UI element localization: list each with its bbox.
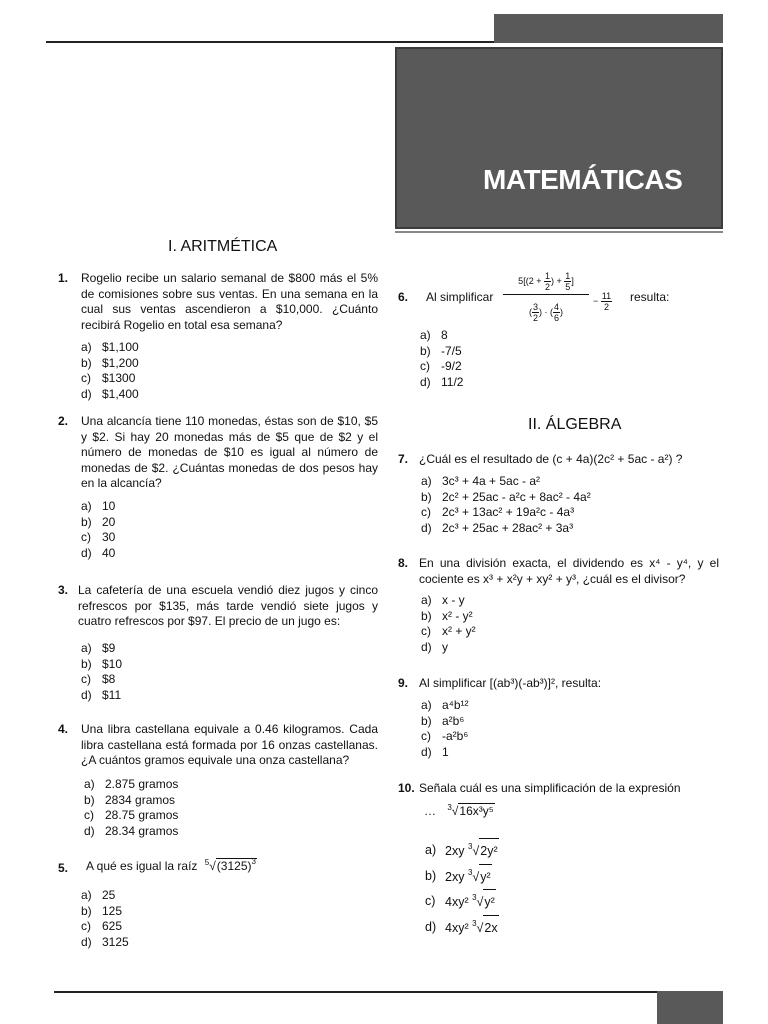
q6-46-num: 4 [554,302,560,312]
option-value: -a²b⁶ [442,729,469,744]
option-letter: a) [421,474,432,488]
option-letter: a) [425,843,437,857]
option-letter: a) [420,328,431,342]
q9-number: 9. [398,676,409,690]
option-letter: c) [84,808,94,823]
option-value: 2c³ + 25ac + 28ac² + 3a³ [442,520,574,535]
q6-numerator: 5[(2 + $\frac{1}{2}$ ) + $\frac{1}{5}$ ] [503,271,589,295]
q8-text: En una división exacta, el dividendo es x⁴ - y⁴, y el cociente es x³ + x²y + xy² + y³, ¿cuál es el divisor? [419,556,719,586]
option-value: 28.75 gramos [105,808,179,823]
option-letter: d) [425,919,437,934]
option-letter: d) [420,374,431,389]
option-value: y [442,639,448,654]
option-value: 11/2 [441,374,464,389]
option-letter: c) [421,729,431,744]
q6-frac-half [544,271,551,292]
q6-denominator: ( $\frac{3}{2}$ ) · ( $\frac{4}{6}$ ) [528,302,564,323]
option[interactable] [421,609,476,625]
option-value: 2c³ + 13ac² + 19a²c - 4a³ [442,505,575,520]
q7-options [421,474,591,536]
option-value: 2xy $^3$√2y² [445,838,499,864]
option[interactable] [421,698,469,714]
option-letter: b) [84,792,95,807]
option-value: 2.875 gramos [105,777,179,791]
option[interactable] [421,505,591,521]
q5-options [81,888,129,950]
option-value: x - y [442,593,465,607]
option-radical-index: 3 [472,918,477,928]
option-value: 30 [102,530,116,545]
option[interactable] [81,904,129,920]
option[interactable] [425,864,499,890]
q1-options [81,340,139,402]
q6-minus-term [593,291,612,312]
option[interactable] [425,915,499,941]
q3-number: 3. [58,583,69,597]
option-value: 1 [442,744,449,759]
option[interactable] [420,328,463,344]
option[interactable] [81,356,139,372]
option-letter: b) [421,489,432,504]
option-value: a²b⁶ [442,713,465,728]
q6-46-den: 6 [554,313,560,323]
option-letter: b) [421,608,432,623]
option-radical-index: 3 [472,893,477,902]
radical-sign: √ [476,920,484,935]
option[interactable] [81,688,122,704]
option-value: 4xy² $^3$√2x [445,915,499,941]
option[interactable] [420,344,463,360]
option-letter: d) [81,545,92,560]
option-value: 625 [102,919,123,934]
option-value: $10 [102,656,123,671]
radical-sign: √ [472,869,480,884]
option-letter: b) [81,355,92,370]
option[interactable] [81,515,115,531]
q5-text [86,858,257,875]
q6-frac-11-2 [601,291,612,312]
option-value: 10 [102,499,116,513]
option[interactable] [81,657,122,673]
option-value: 2834 gramos [105,792,176,807]
option[interactable] [81,387,139,403]
option-value: x² - y² [442,608,473,623]
option-letter: d) [421,639,432,654]
q6-frac-4-6 [553,302,560,323]
option-letter: b) [81,514,92,529]
radical-sign: √ [476,895,484,909]
option[interactable] [421,624,476,640]
option[interactable] [81,919,129,935]
option[interactable] [420,359,463,375]
option[interactable] [421,474,591,490]
q6-plus-2: + [556,275,562,286]
q9-options [421,698,469,760]
q6-fifth-num: 1 [565,271,571,281]
radical-sign: √ [472,844,480,858]
option[interactable] [84,824,178,840]
option-value: 25 [102,888,116,902]
q10-number: 10. [398,781,415,795]
option-letter: a) [81,888,92,902]
option-radicand: 2x [483,915,498,941]
q1-number: 1. [58,271,69,285]
option-letter: b) [81,903,92,918]
option-letter: c) [425,894,436,908]
option[interactable] [81,641,122,657]
option-letter: c) [421,505,431,520]
option-value: 8 [441,328,448,342]
option-letter: d) [81,934,92,949]
option-letter: d) [81,687,92,702]
option-value: $1,200 [102,355,139,370]
page-title: MATEMÁTICAS [483,164,683,195]
option-letter: b) [420,343,431,358]
option-value: 4xy² $^3$√y² [445,889,496,915]
option[interactable] [81,499,115,515]
q8-options [421,593,476,655]
option[interactable] [81,935,129,951]
section-algebra: II. ÁLGEBRA [528,416,622,433]
q9-text: Al simplificar [(ab³)(-ab³)]², resulta: [419,676,602,690]
q10-radical: $^3$√16x³y⁵ [447,803,494,818]
q7-number: 7. [398,452,409,466]
option[interactable] [421,714,469,730]
q6-number: 6. [398,290,409,304]
option[interactable] [421,640,476,656]
q10-radicand: 16x³y⁵ [459,804,494,818]
q6-32-den: 2 [532,313,538,323]
option-letter: d) [421,744,432,759]
title-underline [395,231,723,233]
q6-112-den: 2 [603,302,609,312]
q2-number: 2. [58,414,69,428]
q6-stem-end: resulta: [630,290,670,304]
top-rule [46,41,494,43]
option-letter: a) [81,641,92,655]
option[interactable] [421,593,476,609]
option-value: a⁴b¹² [442,698,469,712]
option[interactable] [425,889,499,915]
q6-options [420,328,463,390]
option[interactable] [84,793,178,809]
option-value: 2xy $^3$√y² [445,864,492,890]
bottom-bar [657,991,723,1024]
q4-number: 4. [58,722,69,736]
option-value: $8 [102,672,116,687]
option-letter: c) [81,530,91,545]
option-value: $9 [102,641,116,655]
option-letter: c) [81,371,91,386]
option[interactable] [84,808,178,824]
q6-stem: Al simplificar [426,290,494,304]
q5-radical: $^5√(3125)^3$ [204,857,256,873]
option-value: -7/5 [441,343,462,358]
option-letter: a) [81,499,92,513]
q10-options [425,838,499,940]
top-bar [494,14,723,43]
option-value: $1,400 [102,386,139,401]
q5-stem: A qué es igual la raíz [86,859,198,873]
q10-lead: … [424,804,436,818]
q10-text: Señala cuál es una simplificación de la expresión [419,781,681,795]
option-letter: a) [81,340,92,354]
option-radical-index: 3 [467,842,473,851]
option[interactable] [81,340,139,356]
q6-minus: − [593,295,599,306]
option-value: -9/2 [441,359,462,374]
q5-radical-index: 5 [204,858,210,867]
q7-text: ¿Cuál es el resultado de (c + 4a)(2c² + 5ac - a²) ? [419,452,683,466]
option[interactable] [81,530,115,546]
option-radicand: y² [483,889,495,915]
q10-radical-index: 3 [447,803,452,812]
option[interactable] [421,729,469,745]
q8-number: 8. [398,556,409,570]
option-value: 2c² + 25ac - a²c + 8ac² - 4a² [442,489,591,504]
option-value: 125 [102,903,123,918]
q6-half-den: 2 [545,282,551,292]
option-letter: c) [81,672,91,687]
q2-options [81,499,115,561]
q6-32-num: 3 [532,302,538,312]
option-radical-index: 3 [467,867,473,877]
q6-112-num: 11 [601,291,612,301]
option-letter: b) [81,656,92,671]
option-letter: c) [421,624,431,639]
q5-number: 5. [58,861,69,875]
q3-options [81,641,122,703]
option-value: 40 [102,545,116,560]
option-value: $1,100 [102,340,139,354]
option-value: 3c³ + 4a + 5ac - a² [442,474,541,488]
q4-text: Una libra castellana equivale a 0.46 kilogramos. Cada libra castellana está formada por 16 onzas castellanas. ¿A cuántos gramos equivale una onza castellana? [81,722,378,768]
q6-half-num: 1 [545,271,551,281]
option-radicand: 2y² [479,838,498,864]
option-letter: c) [81,919,91,934]
option-letter: c) [420,359,430,374]
option[interactable] [81,672,122,688]
option-letter: d) [84,823,95,838]
option-value: $1300 [102,371,136,386]
q5-radicand: (3125) [216,859,252,873]
q6-plus-1: + [536,275,542,286]
q1-text: Rogelio recibe un salario semanal de $800 más el 5% de comisiones sobre sus ventas. En una semana en la cual sus ventas ascendieron a $10,000. ¿Cuánto recibirá Rogelio en total esa semana? [81,271,378,332]
option-letter: b) [421,713,432,728]
option[interactable] [421,490,591,506]
option[interactable] [81,888,129,904]
title-box [395,47,723,229]
option-letter: a) [421,593,432,607]
bottom-rule [54,991,657,993]
option-value: 28.34 gramos [105,823,179,838]
q2-text: Una alcancía tiene 110 monedas, éstas son de $10, $5 y $2. Si hay 20 monedas más de $5 que de $2 y el número de monedas de $10 es igual al número de monedas de $2. ¿Cuántas monedas de dos pesos hay en la alcancía? [81,414,378,491]
option[interactable] [81,371,139,387]
option[interactable] [421,745,469,761]
option[interactable] [84,777,178,793]
option-letter: b) [425,868,437,883]
q5-radicand-exp: 3 [251,857,256,866]
q6-frac-fifth [564,271,571,292]
q6-frac-3-2 [532,302,539,323]
option[interactable] [420,375,463,391]
option[interactable] [425,838,499,864]
option-value: $11 [102,687,122,702]
option-letter: d) [421,520,432,535]
option[interactable] [421,521,591,537]
q6-expression [503,271,621,329]
option-value: 20 [102,514,116,529]
option-radicand: y² [479,864,491,890]
option-value: x² + y² [442,624,476,639]
q10-expression [424,803,495,820]
option-value: 3125 [102,934,129,949]
q6-dot: · [544,306,548,317]
q3-text: La cafetería de una escuela vendió diez jugos y cinco refrescos por $135, más tarde vendió siete jugos y cuatro refrescos por $97. El precio de un jugo es: [78,583,378,629]
q6-fifth-den: 5 [565,282,571,292]
option-letter: d) [81,386,92,401]
option[interactable] [81,546,115,562]
q6-two: 2 [528,275,534,286]
section-aritmetica: I. ARITMÉTICA [168,238,278,255]
q6-five: 5 [518,275,524,286]
option-letter: a) [84,777,95,791]
option-letter: a) [421,698,432,712]
q4-options [84,777,178,839]
